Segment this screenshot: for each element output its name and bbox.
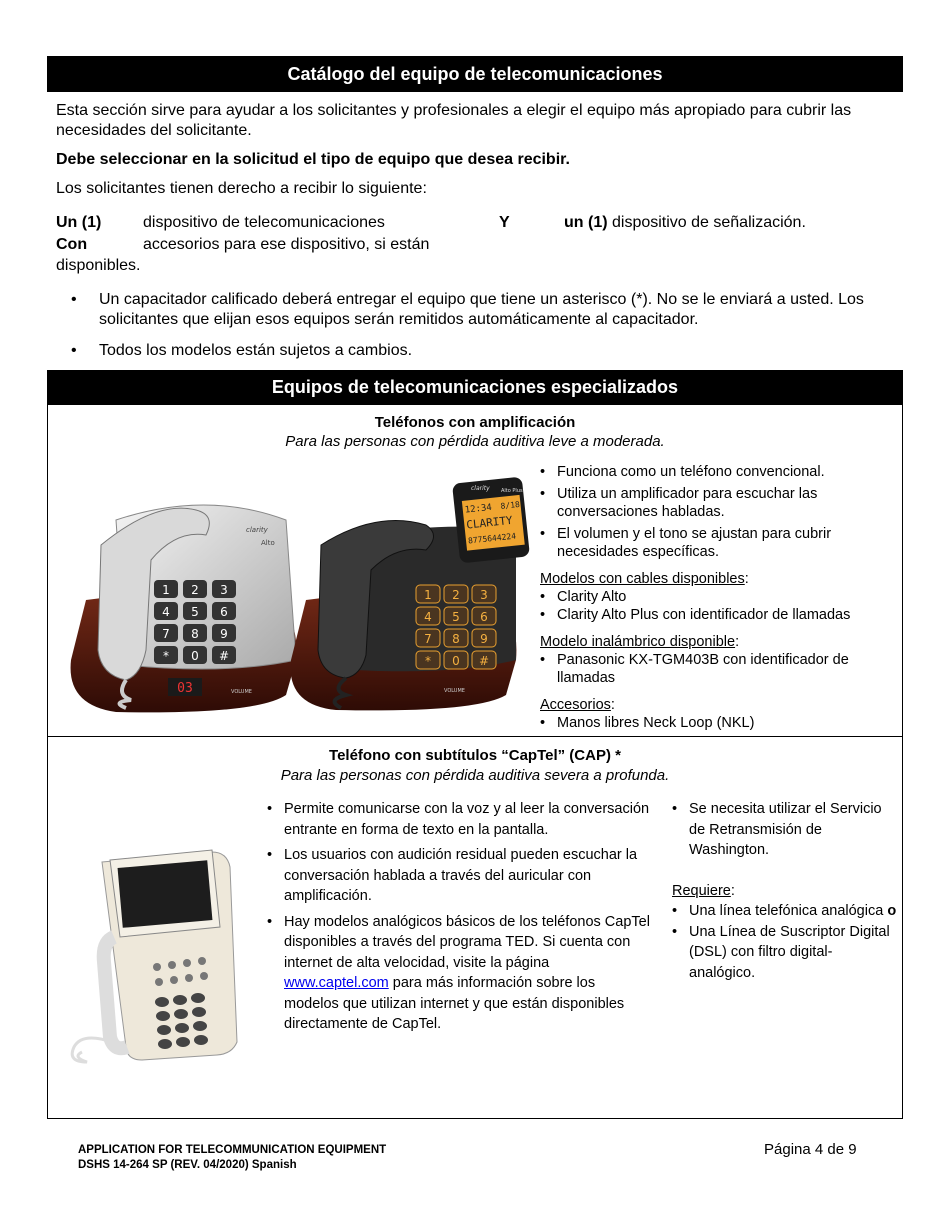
p2-model: Alto Plus bbox=[501, 488, 523, 494]
amplified-subheading: Para las personas con pérdida auditiva leve a moderada. bbox=[285, 433, 665, 450]
p1-key-0: 0 bbox=[191, 649, 199, 663]
requirement-analog bbox=[672, 901, 897, 922]
clarity-alto-plus-phone-image bbox=[266, 470, 538, 715]
captel-link[interactable]: www.captel.com bbox=[284, 975, 389, 991]
p1-brand: clarity bbox=[246, 526, 268, 534]
colon: : bbox=[730, 882, 735, 899]
p1-key-hash: # bbox=[218, 649, 230, 663]
p2-key-8: 8 bbox=[452, 632, 460, 646]
captel-middle-column bbox=[267, 799, 652, 1035]
captel-feature-3 bbox=[267, 912, 652, 1035]
relay-service-note: • Se necesita utilizar el Servicio de Retransmisión de Washington. bbox=[672, 799, 897, 861]
amplified-features bbox=[540, 463, 890, 732]
and-label: Y bbox=[499, 214, 510, 231]
captel-feature-1: • Permite comunicarse con la voz y al leer la conversación entrante en forma de texto en la pantalla. bbox=[267, 799, 652, 840]
row1-right bbox=[564, 213, 806, 233]
captel-feature-2: • Los usuarios con audición residual pueden escuchar la conversación hablada a través del auricular con amplificación. bbox=[267, 845, 652, 907]
p2-key-0: 0 bbox=[452, 654, 460, 668]
requires-heading: Requiere bbox=[672, 882, 731, 899]
captel-subheading: Para las personas con pérdida auditiva severa a profunda. bbox=[280, 767, 670, 784]
captel-feature-3-pre: Hay modelos analógicos básicos de los teléfonos CapTel disponibles a través del programa TED. Si cuenta con internet de alta velocidad, visite la página bbox=[284, 913, 650, 971]
feature-item: • El volumen y el tono se ajustan para cubrir necesidades específicas. bbox=[540, 525, 890, 561]
bullet-changes bbox=[71, 341, 899, 361]
p2-brand: clarity bbox=[471, 485, 490, 492]
lcd-number: 8775644224 bbox=[467, 531, 517, 546]
requirement-or: o bbox=[887, 903, 897, 919]
p1-key-9: 9 bbox=[220, 627, 228, 641]
requirement-analog-text: Una línea telefónica analógica bbox=[689, 903, 888, 919]
specialized-title: Equipos de telecomunicaciones especializados bbox=[271, 377, 679, 397]
row1-right-bold: un (1) bbox=[564, 214, 608, 231]
captel-right-column bbox=[672, 799, 897, 983]
amplified-section bbox=[47, 405, 903, 737]
p1-display: 03 bbox=[177, 681, 193, 696]
row1-label: Un (1) bbox=[56, 214, 102, 231]
p2-key-1: 1 bbox=[424, 588, 432, 602]
bullet-dot: • bbox=[71, 291, 77, 308]
captel-section bbox=[47, 736, 903, 1119]
p2-key-hash: # bbox=[478, 654, 490, 668]
corded-heading: Modelos con cables disponibles bbox=[540, 571, 745, 587]
row1-right-text: dispositivo de señalización. bbox=[607, 214, 806, 231]
p1-key-1: 1 bbox=[162, 583, 170, 597]
bullet-changes-text: Todos los modelos están sujetos a cambios. bbox=[99, 342, 413, 359]
accessory-item: • Manos libres Neck Loop (NKL) bbox=[540, 714, 890, 732]
amplified-heading: Teléfonos con amplificación bbox=[374, 414, 576, 431]
captel-feature-3-post: para más información sobre los modelos que utilizan internet y que están disponibles directamente de CapTel. bbox=[284, 975, 625, 1032]
footer-form-number: DSHS 14-264 SP (REV. 04/2020) Spanish bbox=[78, 1159, 297, 1171]
colon: : bbox=[610, 697, 615, 713]
captel-phone-image bbox=[62, 842, 252, 1067]
p1-key-star: * bbox=[163, 649, 169, 663]
feature-item: • Funciona como un teléfono convencional. bbox=[540, 463, 890, 481]
p2-key-2: 2 bbox=[452, 588, 460, 602]
p1-key-4: 4 bbox=[162, 605, 170, 619]
row2-text: accesorios para ese dispositivo, si están bbox=[143, 236, 430, 253]
accessories-heading: Accesorios bbox=[540, 697, 611, 713]
p2-key-3: 3 bbox=[480, 588, 488, 602]
p2-key-star: * bbox=[425, 654, 431, 668]
row2-cont: disponibles. bbox=[56, 257, 141, 274]
p1-model: Alto bbox=[261, 539, 275, 547]
p2-key-9: 9 bbox=[480, 632, 488, 646]
entitled-text: Los solicitantes tienen derecho a recibir lo siguiente: bbox=[56, 180, 427, 197]
bullet-trainer-text: Un capacitador calificado deberá entregar el equipo que tiene un asterisco (*). No se le enviará a usted. Los solicitantes que elijan esos equipos serán remitidos automáticamente al capacitador. bbox=[99, 291, 864, 328]
p2-key-4: 4 bbox=[424, 610, 432, 624]
p1-key-6: 6 bbox=[220, 605, 228, 619]
specialized-title-bar bbox=[47, 370, 903, 405]
cordless-item: • Panasonic KX-TGM403B con identificador de llamadas bbox=[540, 651, 890, 687]
must-select-note: Debe seleccionar en la solicitud el tipo de equipo que desea recibir. bbox=[56, 151, 570, 168]
requirement-dsl: • Una Línea de Suscriptor Digital (DSL) con filtro digital-analógico. bbox=[672, 922, 897, 984]
p1-volume: VOLUME bbox=[231, 689, 252, 695]
captel-heading: Teléfono con subtítulos “CapTel” (CAP) * bbox=[329, 747, 621, 764]
lcd-name: CLARITY bbox=[465, 513, 514, 532]
colon: : bbox=[744, 571, 749, 587]
p1-key-8: 8 bbox=[191, 627, 199, 641]
cordless-heading: Modelo inalámbrico disponible bbox=[540, 634, 736, 650]
p2-key-7: 7 bbox=[424, 632, 432, 646]
p1-key-3: 3 bbox=[220, 583, 228, 597]
row2-label: Con bbox=[56, 236, 88, 253]
catalog-title-bar bbox=[47, 56, 903, 92]
catalog-title: Catálogo del equipo de telecomunicaciones bbox=[287, 64, 663, 84]
corded-item: • Clarity Alto bbox=[540, 588, 890, 606]
catalog-intro: Esta sección sirve para ayudar a los solicitantes y profesionales a elegir el equipo más apropiado para cubrir las necesidades del solicitante. bbox=[56, 102, 852, 139]
p1-key-7: 7 bbox=[162, 627, 170, 641]
p2-key-5: 5 bbox=[452, 610, 460, 624]
feature-item: • Utiliza un amplificador para escuchar las conversaciones habladas. bbox=[540, 485, 890, 521]
p1-key-5: 5 bbox=[191, 605, 199, 619]
corded-item: • Clarity Alto Plus con identificador de llamadas bbox=[540, 606, 890, 624]
row1-text: dispositivo de telecomunicaciones bbox=[143, 214, 385, 231]
bullet-trainer bbox=[71, 290, 899, 330]
footer-form-title: APPLICATION FOR TELECOMMUNICATION EQUIPMENT bbox=[78, 1144, 387, 1156]
lcd-time: 12:34 bbox=[464, 502, 493, 516]
colon: : bbox=[735, 634, 740, 650]
p2-volume: VOLUME bbox=[444, 688, 465, 694]
p2-key-6: 6 bbox=[480, 610, 488, 624]
lcd-date: 8/18 bbox=[500, 499, 521, 511]
p1-key-2: 2 bbox=[191, 583, 199, 597]
page-number: Página 4 de 9 bbox=[764, 1141, 857, 1158]
bullet-dot: • bbox=[71, 342, 77, 359]
